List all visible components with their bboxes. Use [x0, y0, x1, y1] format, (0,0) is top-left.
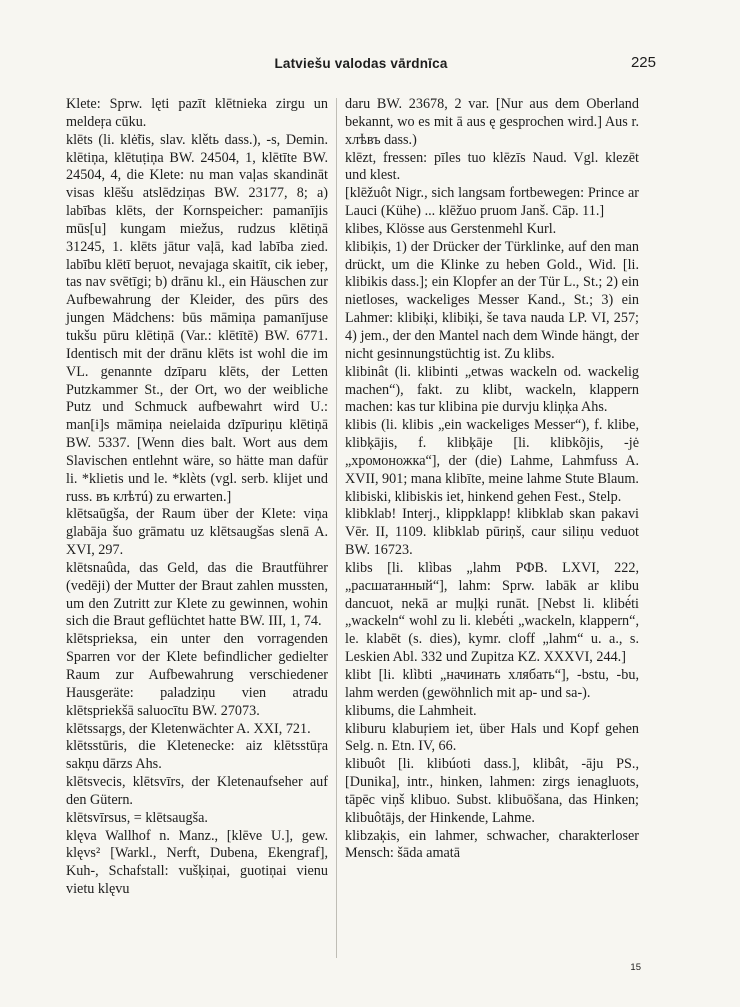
dictionary-entry: kliburu klabuŗiem iet, über Hals und Kopf gehen Selg. n. Etn. IV, 66. — [345, 720, 639, 755]
dictionary-entry: klibklab! Interj., klippklapp! klibklab skan pakavi Vēr. II, 1109. klibklab pūriņš, caur siliņu veduot BW. 16723. — [345, 506, 639, 559]
page-header — [66, 56, 656, 80]
dictionary-entry: [klēžuôt Nigr., sich langsam fortbewegen: Prince ar Lauci (Kühe) ... klēžuo pruom Janš. Cāp. 11.] — [345, 185, 639, 220]
dictionary-entry: klētsvīrsus, = klētsaugša. — [66, 809, 208, 826]
page-title: Latviešu valodas vārdnīca — [274, 56, 448, 71]
dictionary-entry: klibinât (li. klibinti „etwas wackeln od. wackelig machen“), fakt. zu klibt, wackeln, klappern machen: kas tur klibina pie durvju kliņķa Ahs. — [345, 363, 639, 416]
dictionary-entry: klęva Wallhof n. Manz., [klēve U.], gew. klęvs² [Warkl., Nerft, Dubena, Ekengraf], Kuh-, Schafstall: vušķiņai, guotiņai vienu vietu klęvu — [66, 827, 328, 898]
dictionary-entry: klibums, die Lahmheit. — [345, 702, 477, 719]
column-divider — [336, 98, 337, 958]
dictionary-entry: klētsprieksa, ein unter den vorragenden Sparren vor der Klete befindlicher gedielter Raum zur Aufbewahrung verschiedener Hausgeräte: paladziņu vien atradu klētspriekšā saluocītu BW. 27073. — [66, 631, 328, 719]
dictionary-entry: klibzaķis, ein lahmer, schwacher, charakterloser Mensch: šāda amatā — [345, 827, 639, 862]
dictionary-entry: klēts (li. klė̃tis, slav. klětь dass.), -s, Demin. klētiņa, klētuṭiņa BW. 24504, 1, klētīte BW. 24504, 4, die Klete: nu man vaļas skandināt visas klēšu atslēdziņas BW. 23177, 8; a) labības klēts, der Kornspeicher: pamanījis mūs[u] kungam miežus, rudzus klētiņā 31245, 1. klēts jātur vaļā, kad labība zied. labību klētī beŗuot, nevajaga skaitīt, cik iebeŗ, tas nav svētīgi; b) drānu kl., ein Häuschen zur Aufbewahrung der Kleider, des pūrs des jungen Mädchens: būs māmiņa pamanījuse tukšu pūru klētiņā (Var.: klētītē) BW. 6771. Identisch mit der drānu klēts ist wohl die im VL. genannte dzīparu klēts, der Letten Putzkammer St., der Ort, wo der weibliche Putz und Schmuck aufbewahrt wird U.: man[i]s māmiņa neielaida dzīpuriņu klētiņā BW. 5337. [Wenn dies balt. Wort aus dem Slavischen entlehnt wäre, so hätte man dafür li. *klietis und le. *klèts (vgl. serb. klijet und russ. въ клѣтú) zu erwarten.] — [66, 131, 328, 505]
dictionary-entry: daru BW. 23678, 2 var. [Nur aus dem Oberland bekannt, wo es mit ā aus ę gesprochen wird.] Aus r. хлѣвъ dass.) — [345, 96, 639, 148]
right-column — [345, 96, 639, 863]
left-column — [66, 96, 328, 899]
dictionary-entry: klibt [li. klìbti „начинать хлябать“], -bstu, -bu, lahm werden (gewöhnlich mit ap- und sa-). — [345, 667, 639, 701]
dictionary-entry: klibiski, klibiskis iet, hinkend gehen Fest., Stelp. — [345, 488, 622, 505]
dictionary-entry: klētsvecis, klētsvīrs, der Kletenaufseher auf den Gütern. — [66, 774, 328, 808]
signature-mark: 15 — [630, 962, 641, 973]
dictionary-entry: Klete: Sprw. lęti pazīt klētnieka zirgu un meldeŗa cūku. — [66, 96, 328, 130]
dictionary-entry: klētsaūgša, der Raum über der Klete: viņa glabāja šuo grāmatu uz klētsaugšas slenā A. XVI, 297. — [66, 506, 328, 559]
dictionary-entry: klētsstūris, die Kletenecke: aiz klētsstūŗa sakņu dārzs Ahs. — [66, 738, 328, 773]
dictionary-entry: klētssaŗgs, der Kletenwächter A. XXI, 721. — [66, 720, 311, 737]
dictionary-entry: klibes, Klösse aus Gerstenmehl Kurl. — [345, 220, 557, 237]
dictionary-entry: klibis (li. klibis „ein wackeliges Messer“), f. klibe, klibķājis, f. klibķāje [li. klibkõjis, -jė „хромоножка“], der (die) Lahme, Lahmfuss A. XVII, 901; mana klibīte, meine lahme Stute Blaum. — [345, 417, 639, 487]
dictionary-entry: klēzt, fressen: pīles tuo klēzīs Naud. Vgl. klezēt und klest. — [345, 149, 639, 184]
dictionary-entry: klibs [li. klìbas „lahm РФВ. LXVI, 222, „расшатанный“], lahm: Sprw. labāk ar klibu dancuot, nekā ar muļķi runāt. [Nebst li. klibė́ti „wackeln“ wohl zu li. klebė́ti „wackeln, klappern“, le. klabēt (s. dies), kymr. cloff „lahm“ u. a., s. Leskien Abl. 332 und Zupitza KZ. XXXVI, 244.] — [345, 559, 639, 666]
dictionary-entry: klibuôt [li. klibúoti dass.], klibât, -āju PS., [Dunika], intr., hinken, lahmen: zirgs ienagluots, tāpēc viņš klibuo. Subst. klibuōšana, das Hinken; klibuôtājs, der Hinkende, Lahme. — [345, 756, 639, 826]
dictionary-entry: klētsnaûda, das Geld, das die Brautführer (vedēji) der Mutter der Braut zahlen mussten, um den Zutritt zur Klete zu gewinnen, wohin sich die Braut geflüchtet hatte BW. III, 1, 74. — [66, 559, 328, 630]
dictionary-entry: klibiķis, 1) der Drücker der Türklinke, auf den man drückt, um die Klinke zu heben Gold., Wid. [li. klibikis dass.]; ein Klopfer an der Tür L., St.; 2) ein nietloses, wackeliges Messer Kand., St.; 3) ein Lahmer: klibiķi, klibiķi, še tava nauda LP. VI, 257; 4) jem., der den Mantel nach dem Winde hängt, der nicht gesinnungstüchtig ist. Zu klibs. — [345, 238, 639, 362]
page-number: 225 — [630, 54, 656, 71]
